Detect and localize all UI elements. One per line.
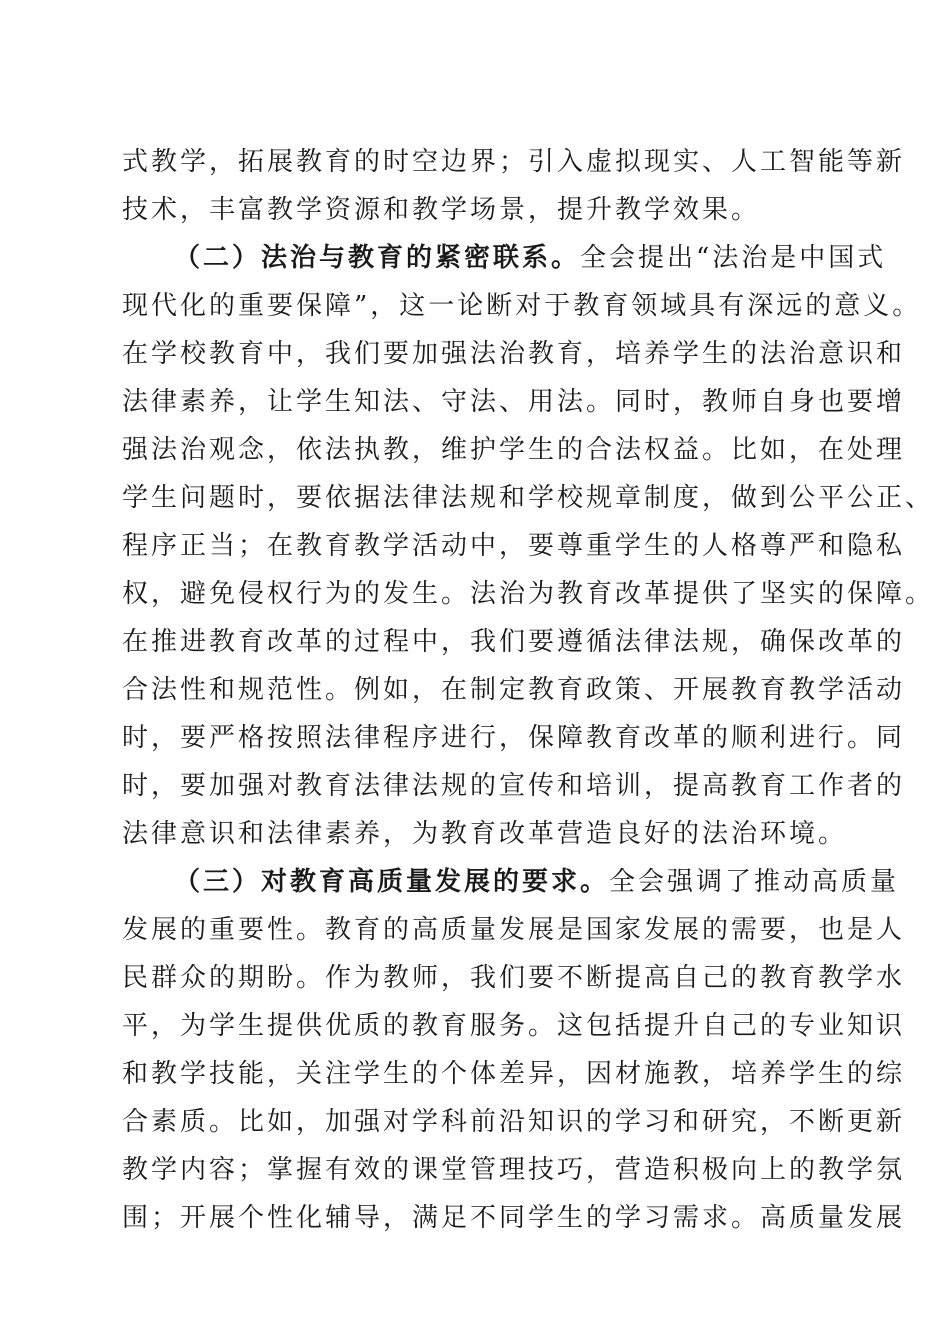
text-line: 民群众的期盼。作为教师，我们要不断提高自己的教育教学水 xyxy=(122,963,906,993)
paragraph-rule-of-law xyxy=(122,234,935,858)
text-line: 程序正当；在教育教学活动中，要尊重学生的人格尊严和隐私 xyxy=(122,531,906,561)
text-line: 权，避免侵权行为的发生。法治为教育改革提供了坚实的保障。 xyxy=(122,579,935,609)
text-line: 发展的重要性。教育的高质量发展是国家发展的需要，也是人 xyxy=(122,915,906,945)
text-line: 强法治观念，依法执教，维护学生的合法权益。比如，在处理 xyxy=(122,435,906,465)
paragraph-first-line xyxy=(122,234,887,282)
text-line: 围；开展个性化辅导，满足不同学生的学习需求。高质量发展 xyxy=(122,1203,906,1233)
text-line: 时，要严格按照法律程序进行，保障教育改革的顺利进行。同 xyxy=(122,723,906,753)
text-line: 法律意识和法律素养，为教育改革营造良好的法治环境。 xyxy=(122,819,848,849)
section-heading-3: （三）对教育高质量发展的要求。 xyxy=(174,867,610,897)
text-line: 学生问题时，要依据法律法规和学校规章制度，做到公平公正、 xyxy=(122,483,935,513)
paragraph-digital-teaching xyxy=(122,138,906,234)
text-line: 合法性和规范性。例如，在制定教育政策、开展教育教学活动 xyxy=(122,675,906,705)
text-line: 和教学技能，关注学生的个体差异，因材施教，培养学生的综 xyxy=(122,1059,906,1089)
text-line: 法律素养，让学生知法、守法、用法。同时，教师自身也要增 xyxy=(122,387,906,417)
text-line: 教学内容；掌握有效的课堂管理技巧，营造积极向上的教学氛 xyxy=(122,1155,906,1185)
text-line: 技术，丰富教学资源和教学场景，提升教学效果。 xyxy=(122,195,761,225)
text-line: 合素质。比如，加强对学科前沿知识的学习和研究，不断更新 xyxy=(122,1107,906,1137)
text-line: 时，要加强对教育法律法规的宣传和培训，提高教育工作者的 xyxy=(122,771,906,801)
paragraph-first-line xyxy=(122,858,900,906)
text-line: 在推进教育改革的过程中，我们要遵循法律法规，确保改革的 xyxy=(122,627,906,657)
text-run: 全会强调了推动高质量 xyxy=(609,867,900,897)
text-line: 平，为学生提供优质的教育服务。这包括提升自己的专业知识 xyxy=(122,1011,906,1041)
document-body xyxy=(122,138,935,1242)
text-line: 在学校教育中，我们要加强法治教育，培养学生的法治意识和 xyxy=(122,339,906,369)
text-run: 全会提出“法治是中国式 xyxy=(580,243,887,273)
section-heading-2: （二）法治与教育的紧密联系。 xyxy=(174,243,581,273)
text-line: 式教学，拓展教育的时空边界；引入虚拟现实、人工智能等新 xyxy=(122,147,906,177)
text-line: 现代化的重要保障”，这一论断对于教育领域具有深远的意义。 xyxy=(122,291,922,321)
paragraph-high-quality-development xyxy=(122,858,906,1242)
